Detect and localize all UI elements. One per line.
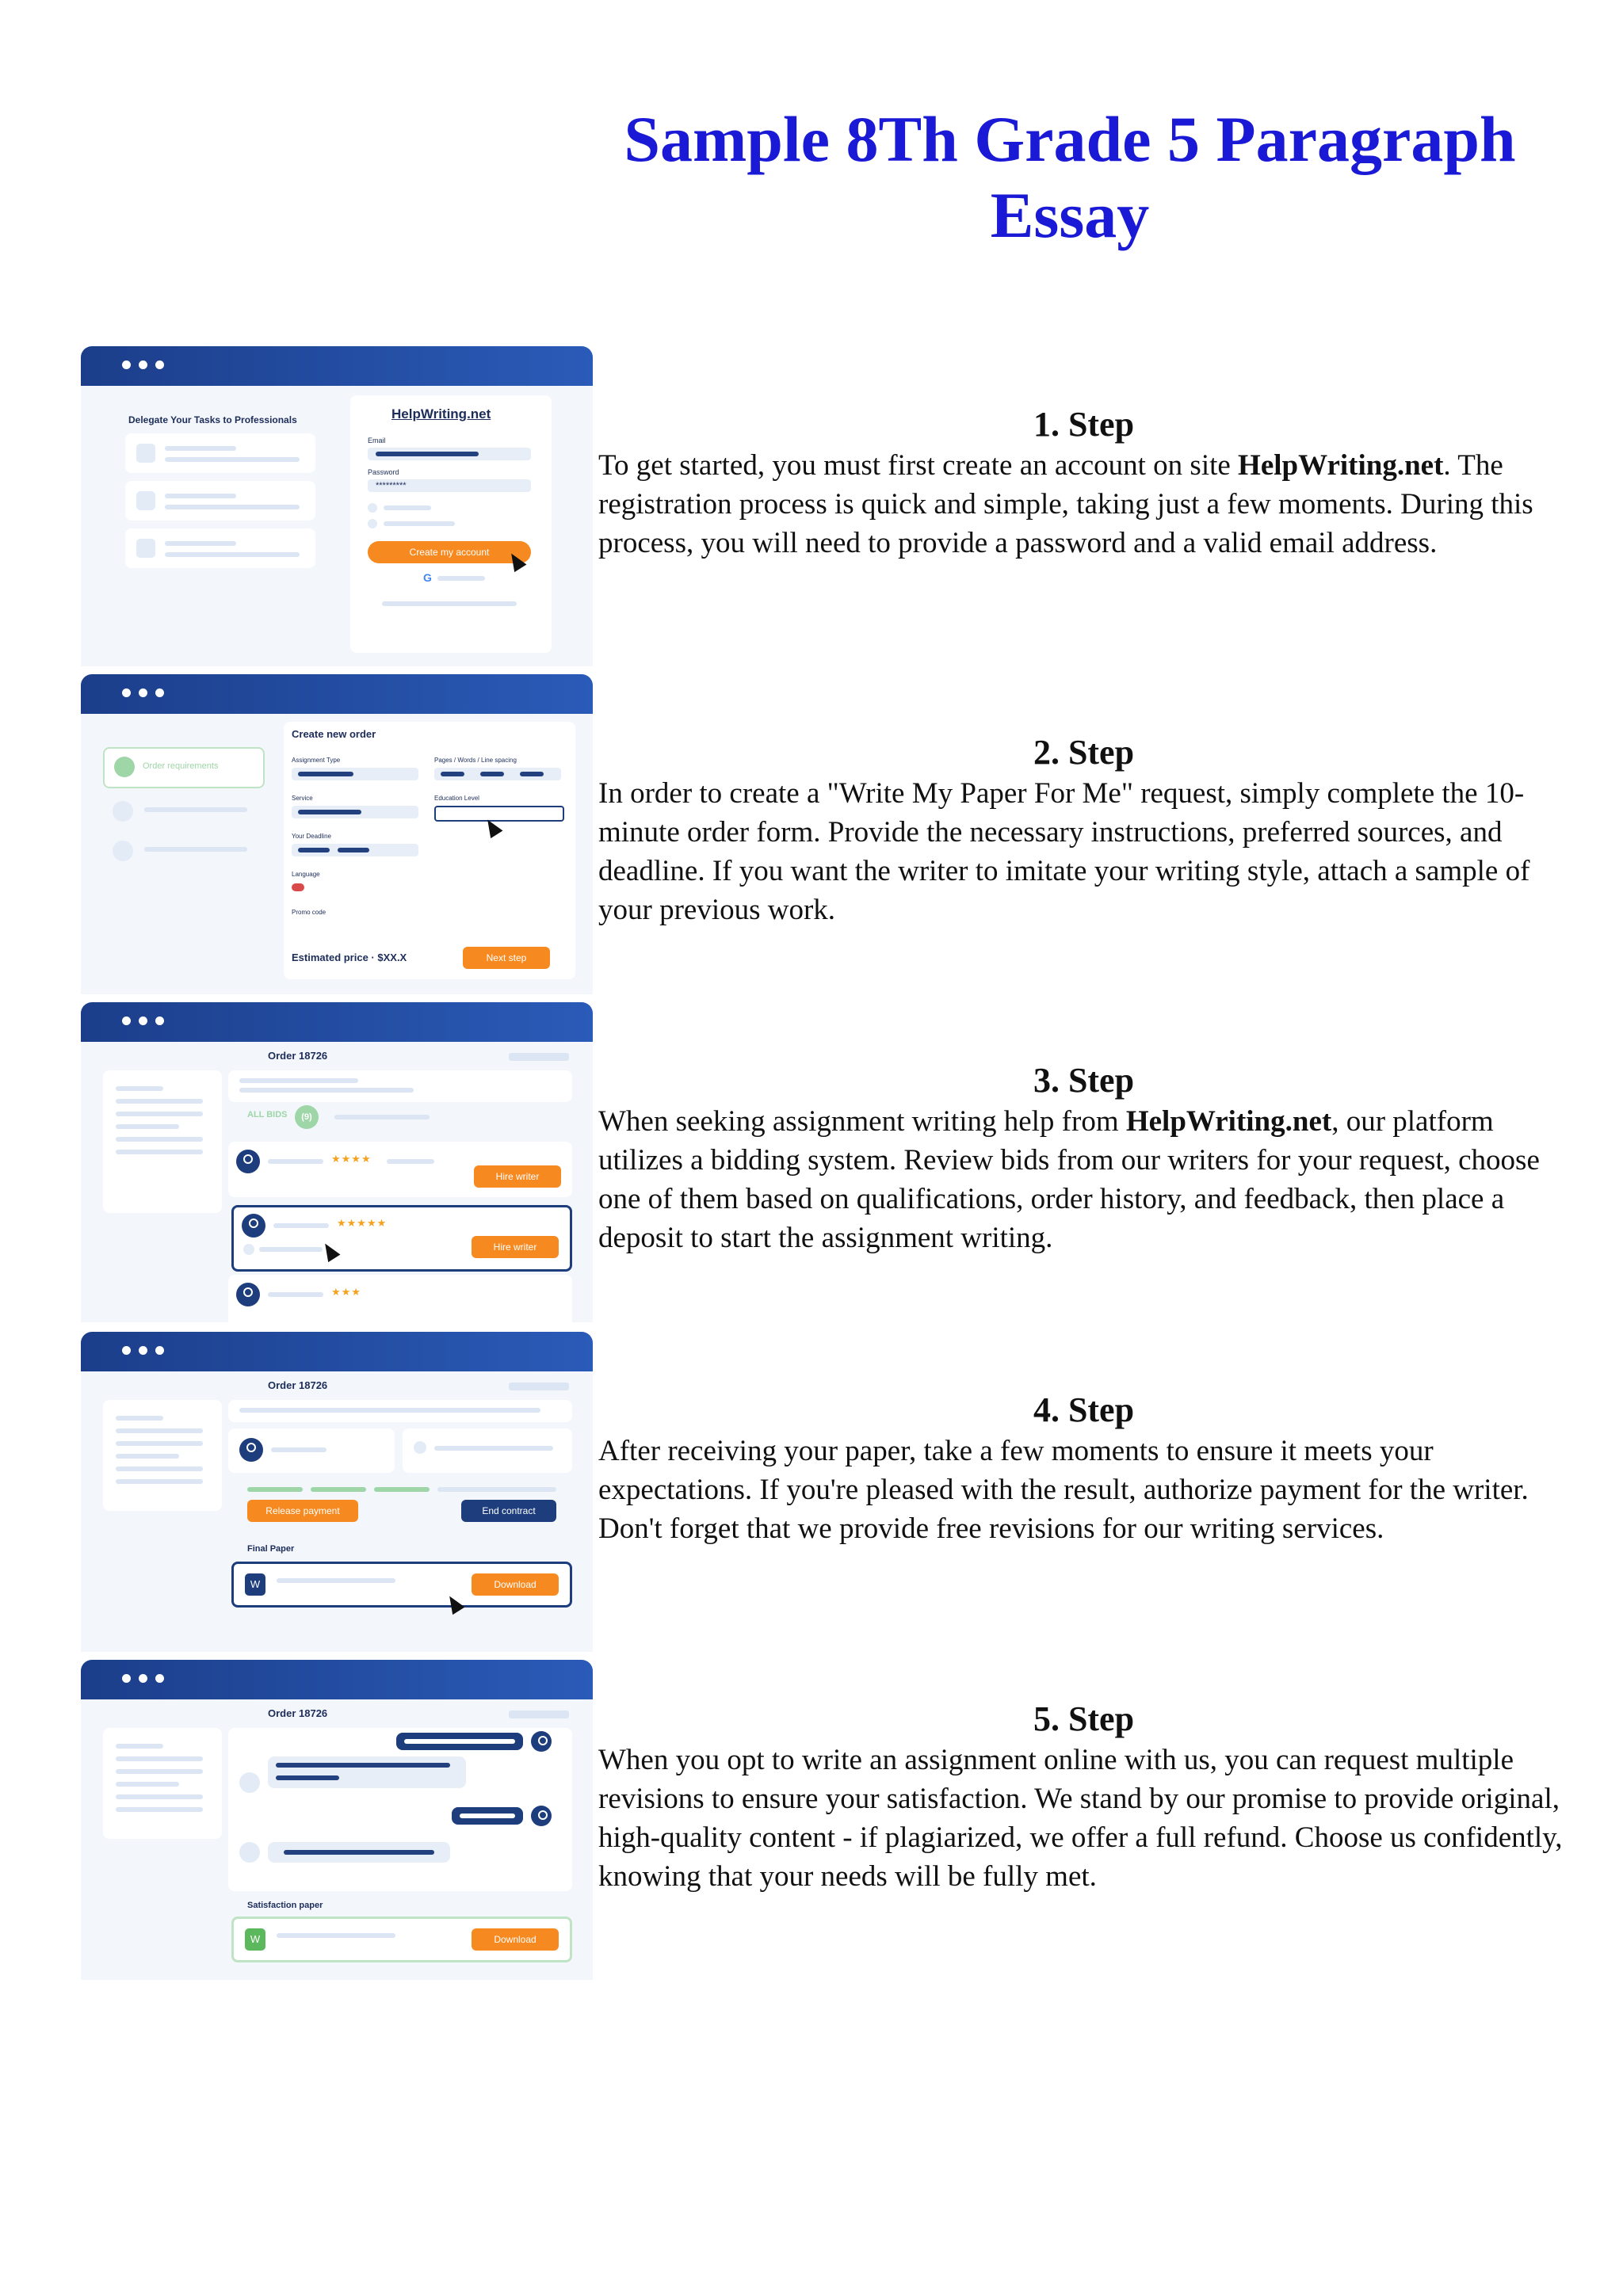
flag-icon bbox=[292, 883, 304, 891]
order-title: Order 18726 bbox=[268, 1050, 328, 1062]
feature-card bbox=[125, 481, 315, 521]
avatar bbox=[242, 1214, 265, 1238]
order-sidebar bbox=[103, 1400, 222, 1511]
password-label: Password bbox=[368, 468, 399, 476]
assignment-type-label: Assignment Type bbox=[292, 757, 341, 764]
screen-heading: Delegate Your Tasks to Professionals bbox=[128, 414, 297, 425]
window-dots-icon bbox=[122, 1346, 164, 1355]
bid-card[interactable] bbox=[228, 1275, 572, 1322]
avatar bbox=[236, 1283, 260, 1306]
step-text: In order to create a "Write My Paper For Me" request, simply complete the 10-minute order form. Provide the necessary instructions, preferred sources, and deadline. If you want the writer to imitate your writing style, attach a sample of your previous work. bbox=[598, 777, 1530, 926]
order-form bbox=[284, 722, 575, 979]
feature-card bbox=[125, 433, 315, 473]
info-card bbox=[403, 1428, 572, 1473]
screenshot-revisions bbox=[81, 1660, 593, 1980]
screenshot-order-form bbox=[81, 674, 593, 994]
feature-card bbox=[125, 528, 315, 568]
hire-writer-button[interactable]: Hire writer bbox=[474, 1165, 561, 1188]
assignment-type-select[interactable] bbox=[292, 768, 418, 780]
step-1 bbox=[598, 403, 1569, 563]
avatar bbox=[531, 1806, 552, 1826]
step-text: After receiving your paper, take a few moments to ensure it meets your expectations. If you're pleased with the result, authorize payment for the writer. Don't forget that we provide free revisions for our writing services. bbox=[598, 1435, 1529, 1545]
window-bar bbox=[81, 346, 593, 386]
screenshot-final-paper bbox=[81, 1332, 593, 1652]
chat-panel bbox=[228, 1728, 572, 1891]
signup-form bbox=[350, 395, 552, 653]
step-title: 1. Step bbox=[1033, 405, 1135, 444]
message-bubble bbox=[452, 1807, 523, 1825]
download-button[interactable]: Download bbox=[472, 1928, 559, 1951]
brand-logo: HelpWriting.net bbox=[391, 406, 491, 421]
order-sidebar bbox=[103, 1728, 222, 1839]
step-2 bbox=[598, 731, 1569, 929]
screenshot-bids bbox=[81, 1002, 593, 1322]
order-title: Order 18726 bbox=[268, 1707, 328, 1719]
order-summary bbox=[228, 1070, 572, 1102]
sidebar-item-order-requirements[interactable] bbox=[103, 747, 265, 788]
step-text: When you opt to write an assignment online with us, you can request multiple revisions to ensure your satisfaction. We stand by our promise to provide original, high-quality content - if plagiarized, we offer a full refund. Choose us confidently, knowing that your needs will be fully met. bbox=[598, 1744, 1563, 1893]
education-select[interactable] bbox=[434, 806, 564, 822]
bid-card-selected[interactable] bbox=[231, 1205, 572, 1272]
form-heading: Create new order bbox=[292, 728, 376, 740]
service-select[interactable] bbox=[292, 806, 418, 818]
brand-link[interactable]: HelpWriting.net bbox=[1238, 449, 1444, 482]
word-doc-icon: W bbox=[245, 1573, 265, 1596]
deadline-field[interactable] bbox=[292, 844, 418, 856]
password-field[interactable]: ********* bbox=[368, 479, 531, 492]
brand-link[interactable]: HelpWriting.net bbox=[1125, 1105, 1332, 1138]
language-label: Language bbox=[292, 871, 320, 878]
rating-stars: ★★★ bbox=[331, 1286, 361, 1298]
word-doc-icon: W bbox=[245, 1928, 265, 1951]
final-paper-card bbox=[231, 1562, 572, 1608]
step-title: 3. Step bbox=[1033, 1061, 1135, 1100]
promo-label: Promo code bbox=[292, 909, 327, 916]
avatar bbox=[531, 1731, 552, 1752]
avatar bbox=[236, 1150, 260, 1173]
estimated-price: Estimated price · $XX.X bbox=[292, 952, 407, 963]
pages-stepper[interactable] bbox=[434, 768, 561, 780]
window-dots-icon bbox=[122, 1674, 164, 1683]
end-contract-button[interactable]: End contract bbox=[461, 1500, 556, 1522]
service-label: Service bbox=[292, 795, 313, 802]
step-5 bbox=[598, 1698, 1569, 1896]
step-title: 4. Step bbox=[1033, 1390, 1135, 1429]
message-bubble bbox=[396, 1733, 523, 1750]
step-text: To get started, you must first create an account on site HelpWriting.net. The registration process is quick and simple, taking just a few moments. During this process, you will need to provide a password and a valid email address. bbox=[598, 449, 1533, 559]
create-account-button[interactable]: Create my account bbox=[368, 541, 531, 563]
writer-card bbox=[228, 1428, 395, 1473]
order-sidebar bbox=[103, 1070, 222, 1213]
email-label: Email bbox=[368, 437, 386, 444]
hire-writer-button[interactable]: Hire writer bbox=[472, 1236, 559, 1258]
satisfaction-paper-label: Satisfaction paper bbox=[247, 1901, 323, 1910]
step-text: When seeking assignment writing help from HelpWriting.net, our platform utilizes a bidding system. Review bids from our writers for your request, choose one of them based on qualifications, order history, and feedback, then place a deposit to start the assignment writing. bbox=[598, 1105, 1540, 1254]
window-dots-icon bbox=[122, 688, 164, 697]
step-4 bbox=[598, 1389, 1569, 1548]
page-title: Sample 8Th Grade 5 Paragraph Essay bbox=[624, 103, 1516, 251]
sidebar-item-label: Order requirements bbox=[143, 761, 219, 771]
all-bids-label: ALL BIDS bbox=[247, 1110, 288, 1119]
deadline-label: Your Deadline bbox=[292, 833, 331, 840]
education-label: Education Level bbox=[434, 795, 479, 802]
bids-count-badge: (9) bbox=[295, 1105, 319, 1129]
email-field[interactable] bbox=[368, 448, 531, 460]
order-summary bbox=[228, 1400, 572, 1422]
cursor-icon bbox=[319, 1240, 341, 1262]
release-payment-button[interactable]: Release payment bbox=[247, 1500, 358, 1522]
step-3 bbox=[598, 1059, 1569, 1257]
next-step-button[interactable]: Next step bbox=[463, 947, 550, 969]
avatar bbox=[239, 1438, 263, 1462]
order-title: Order 18726 bbox=[268, 1379, 328, 1391]
rating-stars: ★★★★★ bbox=[337, 1217, 388, 1229]
bid-card[interactable] bbox=[228, 1142, 572, 1197]
final-paper-label: Final Paper bbox=[247, 1544, 295, 1554]
message-bubble bbox=[268, 1842, 450, 1863]
satisfaction-paper-card bbox=[231, 1917, 572, 1962]
window-dots-icon bbox=[122, 1016, 164, 1025]
download-button[interactable]: Download bbox=[472, 1573, 559, 1596]
message-bubble bbox=[268, 1756, 466, 1788]
google-icon: G bbox=[423, 571, 432, 584]
screenshot-signup bbox=[81, 346, 593, 666]
pages-label: Pages / Words / Line spacing bbox=[434, 757, 517, 764]
window-dots-icon bbox=[122, 360, 164, 369]
rating-stars: ★★★★ bbox=[331, 1153, 372, 1165]
step-title: 2. Step bbox=[1033, 733, 1135, 772]
step-title: 5. Step bbox=[1033, 1699, 1135, 1738]
